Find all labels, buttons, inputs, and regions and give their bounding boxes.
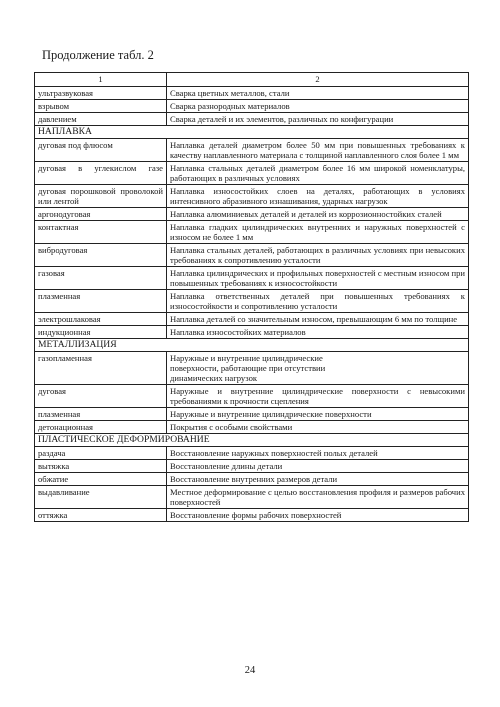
method-cell: ультразвуковая (35, 87, 167, 100)
method-cell: контактная (35, 221, 167, 244)
method-cell: вибродуговая (35, 244, 167, 267)
table-row (35, 267, 469, 290)
table-row (35, 185, 469, 208)
table-row (35, 244, 469, 267)
table-row (35, 352, 469, 385)
method-cell: дуговая под флюсом (35, 139, 167, 162)
method-cell: вытяжка (35, 460, 167, 473)
method-cell: дуговая (35, 385, 167, 408)
table-caption: Продолжение табл. 2 (42, 48, 154, 62)
application-cell: Наплавка ответственных деталей при повышенных требованиях к износостойкости и сопротивлению усталости (167, 290, 469, 313)
application-cell: Сварка разнородных материалов (167, 100, 469, 113)
method-cell: раздача (35, 447, 167, 460)
methods-table (34, 72, 469, 522)
application-cell: Наружные и внутренние цилиндрические поверхности с невысокими требованиями к прочности сцепления (167, 385, 469, 408)
table-row (35, 100, 469, 113)
application-cell: Восстановление внутренних размеров детали (167, 473, 469, 486)
application-cell: Наружные и внутренние цилиндрические поверхности (167, 408, 469, 421)
application-cell: Покрытия с особыми свойствами (167, 421, 469, 434)
table-row (35, 509, 469, 522)
method-cell: плазменная (35, 408, 167, 421)
method-cell: индукционная (35, 326, 167, 339)
application-cell: Местное деформирование с целью восстановления профиля и размеров рабочих поверхностей (167, 486, 469, 509)
method-cell: детонационная (35, 421, 167, 434)
method-cell: газопламенная (35, 352, 167, 385)
application-cell: Наплавка деталей диаметром более 50 мм при повышенных требованиях к качеству наплавленного материала с толщиной наплавленного слоя более 1 мм (167, 139, 469, 162)
method-cell: плазменная (35, 290, 167, 313)
method-cell: выдавливание (35, 486, 167, 509)
application-cell: Наплавка алюминиевых деталей и деталей из коррозионностойких сталей (167, 208, 469, 221)
section-row-metallization (35, 339, 469, 352)
table-row (35, 162, 469, 185)
method-cell: взрывом (35, 100, 167, 113)
table-row (35, 385, 469, 408)
page-number: 24 (244, 665, 256, 676)
table-row (35, 486, 469, 509)
application-cell: Наружные и внутренние цилиндрические поверхности, работающие при отсутствии динамических нагрузок (167, 352, 469, 385)
table-row (35, 113, 469, 126)
table-row (35, 473, 469, 486)
section-heading: МЕТАЛЛИЗАЦИЯ (35, 339, 469, 352)
table-row (35, 408, 469, 421)
application-cell: Сварка деталей и их элементов, различных по конфигурации (167, 113, 469, 126)
application-cell: Наплавка цилиндрических и профильных поверхностей с местным износом при повышенных требованиях к износостойкости (167, 267, 469, 290)
application-cell: Восстановление наружных поверхностей полых деталей (167, 447, 469, 460)
application-cell: Наплавка износостойких слоев на деталях, работающих в условиях интенсивного абразивного изнашивания, ударных нагрузок (167, 185, 469, 208)
section-heading: НАПЛАВКА (35, 126, 469, 139)
method-cell: обжатие (35, 473, 167, 486)
application-cell: Восстановление длины детали (167, 460, 469, 473)
method-cell: давлением (35, 113, 167, 126)
application-cell: Наплавка стальных деталей диаметром более 16 мм широкой номенклатуры, работающих в различных условиях (167, 162, 469, 185)
application-cell: Наплавка износостойких материалов (167, 326, 469, 339)
header-col-1: 1 (35, 73, 167, 87)
table-row (35, 87, 469, 100)
application-cell: Наплавка деталей со значительным износом, превышающим 6 мм по толщине (167, 313, 469, 326)
table-row (35, 139, 469, 162)
method-cell: аргонодуговая (35, 208, 167, 221)
table-row (35, 208, 469, 221)
table-row (35, 421, 469, 434)
table-row (35, 447, 469, 460)
method-cell: электрошлаковая (35, 313, 167, 326)
table-row (35, 221, 469, 244)
section-heading: ПЛАСТИЧЕСКОЕ ДЕФОРМИРОВАНИЕ (35, 434, 469, 447)
table-row (35, 290, 469, 313)
table-row (35, 460, 469, 473)
application-cell: Восстановление формы рабочих поверхностей (167, 509, 469, 522)
section-row-plastic-deformation (35, 434, 469, 447)
section-row-naplavka (35, 126, 469, 139)
table-row (35, 313, 469, 326)
method-cell: дуговая в углекислом газе (35, 162, 167, 185)
method-cell: газовая (35, 267, 167, 290)
application-cell: Сварка цветных металлов, стали (167, 87, 469, 100)
table-row (35, 326, 469, 339)
header-col-2: 2 (167, 73, 469, 87)
application-cell: Наплавка гладких цилиндрических внутренних и наружных поверхностей с износом не более 1 мм (167, 221, 469, 244)
method-cell: дуговая порошковой проволокой или лентой (35, 185, 167, 208)
application-cell: Наплавка стальных деталей, работающих в различных условиях при невысоких требованиях к сопротивлению усталости (167, 244, 469, 267)
table-header-row (35, 73, 469, 87)
method-cell: оттяжка (35, 509, 167, 522)
